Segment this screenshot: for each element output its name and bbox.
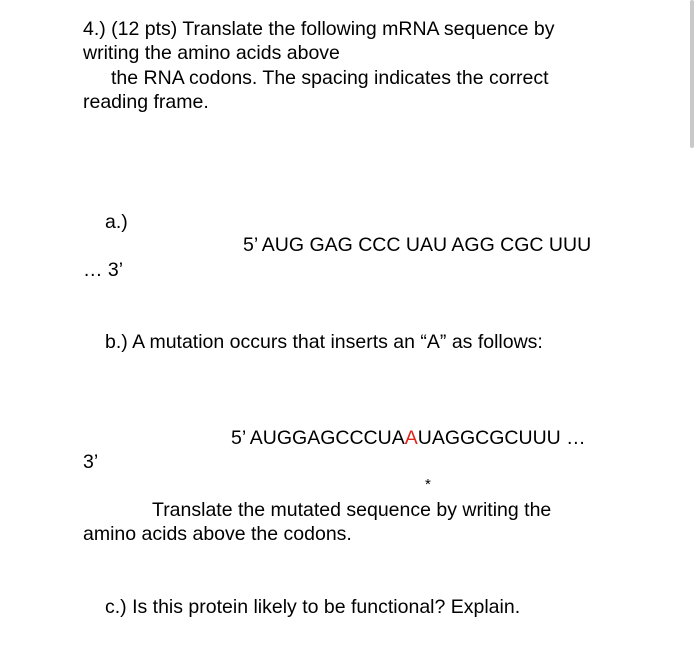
question-line-3: the RNA codons. The spacing indicates the correct [111, 67, 549, 89]
insertion-marker: * [425, 476, 431, 493]
part-b-instruction-line-2: amino acids above the codons. [83, 523, 352, 545]
sequence-after-insert: UAGGCGCUUU … [417, 427, 586, 449]
inserted-base: A [404, 427, 418, 449]
part-b-prompt: b.) A mutation occurs that inserts an “A” as follows: [105, 331, 543, 353]
part-b-ending: 3’ [83, 451, 99, 473]
question-line-1: 4.) (12 pts) Translate the following mRNA sequence by [83, 18, 555, 40]
question-line-4: reading frame. [83, 91, 209, 113]
part-a-label: a.) [105, 211, 128, 233]
part-b-instruction-line-1: Translate the mutated sequence by writing the [152, 499, 552, 521]
part-a-sequence: 5’ AUG GAG CCC UAU AGG CGC UUU [243, 234, 592, 256]
vertical-scrollbar[interactable] [690, 0, 694, 148]
sequence-before-insert: 5’ AUGGAGCCCUA [231, 427, 405, 449]
part-a-ending: … 3’ [83, 259, 124, 281]
part-b-mutated-sequence [231, 426, 586, 450]
part-c-prompt: c.) Is this protein likely to be functional? Explain. [105, 596, 521, 618]
question-line-2: writing the amino acids above [83, 42, 340, 64]
